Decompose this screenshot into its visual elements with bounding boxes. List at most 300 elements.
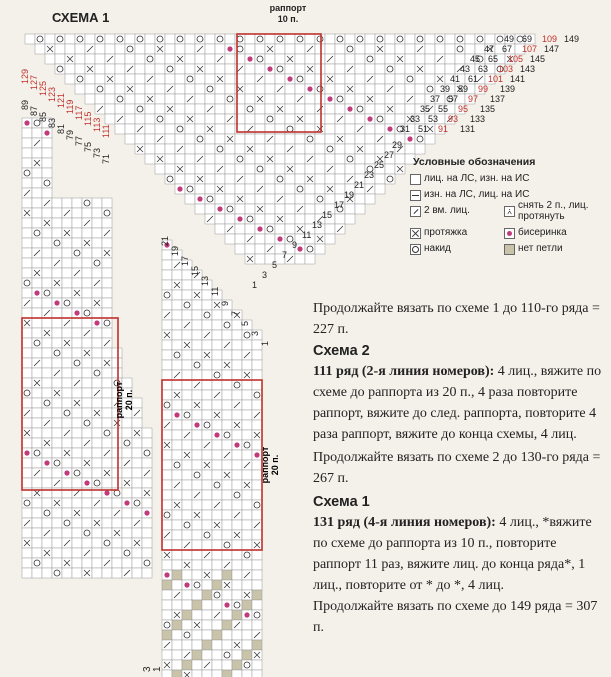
grid-cell (245, 34, 255, 44)
grid-cell (62, 508, 72, 518)
grid-cell (42, 368, 52, 378)
grid-cell (212, 350, 222, 360)
bead-mark (104, 490, 109, 495)
grid-cell (92, 258, 102, 268)
grid-cell (95, 64, 105, 74)
grid-cell (72, 258, 82, 268)
row-number-label: 75 (83, 141, 93, 152)
bead-mark (74, 310, 79, 315)
grid-cell (52, 558, 62, 568)
grid-cell (222, 400, 232, 410)
grid-cell (125, 134, 135, 144)
grid-cell (255, 174, 265, 184)
grid-cell (365, 54, 375, 64)
grid-cell (52, 438, 62, 448)
grid-cell (42, 498, 52, 508)
grid-cell (285, 84, 295, 94)
grid-cell (52, 338, 62, 348)
grid-cell (232, 580, 242, 590)
grid-cell (32, 228, 42, 238)
grid-cell (65, 44, 75, 54)
grid-cell (192, 320, 202, 330)
grid-cell (215, 214, 225, 224)
grid-cell (72, 458, 82, 468)
grid-cell (185, 64, 195, 74)
grid-cell (202, 630, 212, 640)
grid-cell (52, 348, 62, 358)
grid-cell (265, 84, 275, 94)
grid-cell (62, 528, 72, 538)
grid-cell (102, 408, 112, 418)
grid-cell (42, 518, 52, 528)
grid-cell (75, 64, 85, 74)
row-number-label: 29 (392, 140, 403, 150)
grid-cell (62, 438, 72, 448)
grid-cell (195, 164, 205, 174)
grid-cell (62, 418, 72, 428)
grid-cell (315, 244, 325, 254)
grid-cell (252, 610, 262, 620)
grid-cell (172, 570, 182, 580)
grid-cell (275, 34, 285, 44)
grid-cell (65, 64, 75, 74)
grid-cell (242, 510, 252, 520)
grid-cell (22, 438, 32, 448)
grid-cell (175, 84, 185, 94)
grid-cell (205, 154, 215, 164)
grid-cell (245, 214, 255, 224)
grid-cell (275, 74, 285, 84)
grid-cell (122, 558, 132, 568)
grid-cell (182, 410, 192, 420)
grid-cell (22, 148, 32, 158)
grid-cell (122, 518, 132, 528)
grid-cell (205, 64, 215, 74)
grid-cell (355, 204, 365, 214)
grid-cell (222, 500, 232, 510)
row-number-label: 17 (180, 255, 190, 266)
grid-cell (112, 538, 122, 548)
grid-cell (52, 548, 62, 558)
grid-cell (212, 420, 222, 430)
grid-cell (232, 500, 242, 510)
grid-cell (345, 114, 355, 124)
grid-cell (375, 84, 385, 94)
grid-cell (215, 34, 225, 44)
row-number-label: 119 (65, 99, 75, 114)
row-number-label: 91 (438, 124, 449, 134)
grid-cell (375, 54, 385, 64)
grid-cell (72, 558, 82, 568)
grid-cell (345, 144, 355, 154)
grid-cell (232, 540, 242, 550)
grid-cell (135, 104, 145, 114)
grid-cell (72, 498, 82, 508)
grid-cell (42, 508, 52, 518)
grid-cell (135, 134, 145, 144)
grid-cell (252, 620, 262, 630)
grid-cell (212, 630, 222, 640)
grid-cell (255, 154, 265, 164)
grid-cell (132, 558, 142, 568)
grid-cell (165, 134, 175, 144)
grid-cell (172, 560, 182, 570)
grid-cell (22, 228, 32, 238)
grid-cell (22, 218, 32, 228)
grid-cell (185, 194, 195, 204)
grid-cell (105, 84, 115, 94)
grid-cell (335, 54, 345, 64)
grid-cell (102, 518, 112, 528)
row-number-label: 89 (20, 99, 30, 110)
grid-cell (335, 124, 345, 134)
grid-cell (265, 144, 275, 154)
grid-cell (405, 34, 415, 44)
grid-cell (42, 378, 52, 388)
grid-cell (52, 528, 62, 538)
row-number-label: 67 (502, 44, 513, 54)
grid-cell (315, 44, 325, 54)
grid-cell (315, 184, 325, 194)
grid-cell (212, 400, 222, 410)
grid-cell (42, 348, 52, 358)
grid-cell (182, 630, 192, 640)
bead-mark (144, 510, 149, 515)
grid-cell (52, 408, 62, 418)
grid-cell (182, 470, 192, 480)
grid-cell (135, 54, 145, 64)
grid-cell (92, 548, 102, 558)
grid-cell (435, 44, 445, 54)
grid-cell (22, 138, 32, 148)
grid-cell (395, 94, 405, 104)
grid-cell (162, 560, 172, 570)
grid-cell (235, 204, 245, 214)
grid-cell (72, 468, 82, 478)
grid-cell (215, 134, 225, 144)
grid-cell (212, 570, 222, 580)
grid-cell (165, 34, 175, 44)
grid-cell (142, 538, 152, 548)
grid-cell (105, 44, 115, 54)
grid-cell (285, 224, 295, 234)
row-number-label: 81 (56, 123, 66, 134)
grid-cell (95, 34, 105, 44)
grid-cell (192, 390, 202, 400)
grid-cell (395, 114, 405, 124)
grid-cell (32, 188, 42, 198)
row-number-label: 1 (252, 280, 258, 290)
grid-cell (52, 398, 62, 408)
grid-cell (205, 204, 215, 214)
grid-cell (355, 74, 365, 84)
grid-cell (202, 410, 212, 420)
bead-mark (237, 216, 242, 221)
grid-cell (102, 258, 112, 268)
grid-cell (232, 550, 242, 560)
grid-cell (112, 548, 122, 558)
grid-cell (222, 350, 232, 360)
row-number-label: 21 (160, 235, 170, 246)
row-number-label: 23 (364, 170, 375, 180)
row-number-label: 123 (47, 86, 57, 102)
grid-cell (235, 134, 245, 144)
grid-cell (215, 154, 225, 164)
grid-cell (315, 134, 325, 144)
grid-cell (72, 418, 82, 428)
grid-cell (182, 480, 192, 490)
grid-cell (42, 568, 52, 578)
grid-cell (242, 470, 252, 480)
grid-cell (142, 558, 152, 568)
grid-cell (52, 328, 62, 338)
grid-cell (205, 34, 215, 44)
grid-cell (62, 328, 72, 338)
grid-cell (185, 144, 195, 154)
grid-cell (62, 518, 72, 528)
grid-cell (295, 44, 305, 54)
row-number-label: 129 (20, 68, 30, 84)
grid-cell (172, 430, 182, 440)
grid-cell (175, 174, 185, 184)
row-number-label: 145 (530, 54, 546, 64)
grid-cell (355, 194, 365, 204)
grid-cell (385, 44, 395, 54)
grid-cell (172, 330, 182, 340)
grid-cell (252, 350, 262, 360)
grid-cell (105, 34, 115, 44)
grid-cell (92, 478, 102, 488)
grid-cell (122, 488, 132, 498)
grid-cell (42, 408, 52, 418)
grid-cell (202, 490, 212, 500)
grid-cell (195, 134, 205, 144)
grid-cell (162, 370, 172, 380)
grid-cell (245, 204, 255, 214)
grid-cell (82, 498, 92, 508)
grid-cell (305, 114, 315, 124)
row-number-label: 69 (522, 34, 533, 44)
grid-cell (345, 154, 355, 164)
grid-cell (172, 320, 182, 330)
grid-cell (92, 378, 102, 388)
grid-cell (82, 538, 92, 548)
grid-cell (82, 268, 92, 278)
grid-cell (315, 64, 325, 74)
grid-cell (212, 480, 222, 490)
grid-cell (122, 538, 132, 548)
grid-cell (162, 490, 172, 500)
grid-cell (305, 34, 315, 44)
grid-cell (22, 458, 32, 468)
grid-cell (42, 448, 52, 458)
grid-cell (52, 518, 62, 528)
grid-cell (32, 148, 42, 158)
grid-cell (142, 528, 152, 538)
grid-cell (202, 670, 212, 677)
grid-cell (145, 154, 155, 164)
grid-cell (305, 94, 315, 104)
grid-cell (225, 64, 235, 74)
grid-cell (92, 418, 102, 428)
grid-cell (215, 84, 225, 94)
grid-cell (95, 84, 105, 94)
grid-cell (315, 84, 325, 94)
grid-cell (92, 508, 102, 518)
grid-cell (195, 184, 205, 194)
grid-cell (295, 144, 305, 154)
grid-cell (242, 660, 252, 670)
grid-cell (252, 570, 262, 580)
legend-yo-label: накид (424, 243, 451, 254)
grid-cell (55, 54, 65, 64)
grid-cell (85, 74, 95, 84)
grid-cell (22, 368, 32, 378)
grid-cell (155, 94, 165, 104)
grid-cell (222, 410, 232, 420)
row-number-label: 131 (460, 124, 476, 134)
legend (410, 156, 606, 257)
grid-cell (242, 650, 252, 660)
grid-cell (242, 600, 252, 610)
grid-cell (202, 340, 212, 350)
grid-cell (165, 164, 175, 174)
grid-cell (102, 238, 112, 248)
grid-cell (62, 308, 72, 318)
grid-cell (212, 330, 222, 340)
grid-cell (212, 320, 222, 330)
grid-cell (195, 84, 205, 94)
grid-cell (22, 308, 32, 318)
grid-cell (305, 254, 315, 264)
grid-cell (242, 560, 252, 570)
grid-cell (102, 218, 112, 228)
grid-cell (182, 520, 192, 530)
bead-mark (287, 76, 292, 81)
grid-cell (112, 368, 122, 378)
grid-cell (365, 144, 375, 154)
grid-cell (192, 480, 202, 490)
row-number-label: 85 (38, 111, 48, 122)
grid-cell (162, 360, 172, 370)
grid-cell (32, 168, 42, 178)
grid-cell (202, 650, 212, 660)
grid-cell (162, 480, 172, 490)
grid-cell (72, 478, 82, 488)
grid-cell (215, 104, 225, 114)
grid-cell (295, 194, 305, 204)
grid-cell (72, 448, 82, 458)
grid-cell (105, 104, 115, 114)
row-number-label: 3 (262, 270, 268, 280)
grid-cell (222, 670, 232, 677)
grid-cell (32, 518, 42, 528)
grid-cell (425, 74, 435, 84)
grid-cell (82, 398, 92, 408)
grid-cell (102, 348, 112, 358)
grid-cell (305, 144, 315, 154)
grid-cell (285, 154, 295, 164)
grid-cell (415, 54, 425, 64)
grid-cell (185, 54, 195, 64)
grid-cell (32, 328, 42, 338)
grid-cell (135, 34, 145, 44)
grid-cell (265, 174, 275, 184)
legend-bead-label: бисеринка (518, 227, 567, 238)
grid-cell (145, 84, 155, 94)
row-number-label: 127 (29, 74, 39, 90)
grid-cell (252, 530, 262, 540)
grid-cell (165, 64, 175, 74)
grid-cell (175, 64, 185, 74)
grid-cell (135, 114, 145, 124)
grid-cell (172, 640, 182, 650)
grid-cell (212, 540, 222, 550)
grid-cell (225, 234, 235, 244)
grid-cell (182, 590, 192, 600)
grid-cell (22, 498, 32, 508)
row-number-label: 149 (564, 34, 580, 44)
grid-cell (172, 380, 182, 390)
grid-cell (162, 320, 172, 330)
grid-cell (102, 378, 112, 388)
grid-cell (62, 378, 72, 388)
grid-cell (42, 278, 52, 288)
grid-cell (65, 34, 75, 44)
grid-cell (72, 328, 82, 338)
grid-cell (212, 600, 222, 610)
grid-cell (192, 300, 202, 310)
heading-scheme-2: Схема 2 (313, 343, 370, 359)
grid-cell (82, 308, 92, 318)
grid-cell (102, 328, 112, 338)
grid-cell (32, 418, 42, 428)
bead-mark (227, 46, 232, 51)
grid-cell (405, 64, 415, 74)
grid-cell (172, 490, 182, 500)
grid-cell (165, 114, 175, 124)
grid-cell (295, 34, 305, 44)
grid-cell (242, 520, 252, 530)
grid-cell (22, 278, 32, 288)
grid-cell (172, 650, 182, 660)
grid-cell (32, 498, 42, 508)
grid-cell (92, 288, 102, 298)
grid-cell (215, 224, 225, 234)
grid-cell (42, 298, 52, 308)
grid-cell (82, 208, 92, 218)
grid-cell (62, 478, 72, 488)
grid-cell (112, 568, 122, 578)
row-number-label: 125 (38, 80, 48, 96)
grid-cell (232, 450, 242, 460)
grid-cell (232, 610, 242, 620)
grid-cell (42, 288, 52, 298)
legend-title: Условные обозначения (413, 156, 536, 168)
bead-mark (347, 106, 352, 111)
grid-cell (232, 350, 242, 360)
grid-cell (102, 318, 112, 328)
grid-cell (65, 74, 75, 84)
grid-cell (115, 34, 125, 44)
grid-cell (242, 450, 252, 460)
grid-cell (42, 158, 52, 168)
grid-cell (22, 528, 32, 538)
grid-cell (225, 104, 235, 114)
grid-cell (165, 124, 175, 134)
row-number-label: 87 (29, 105, 39, 116)
grid-cell (445, 64, 455, 74)
